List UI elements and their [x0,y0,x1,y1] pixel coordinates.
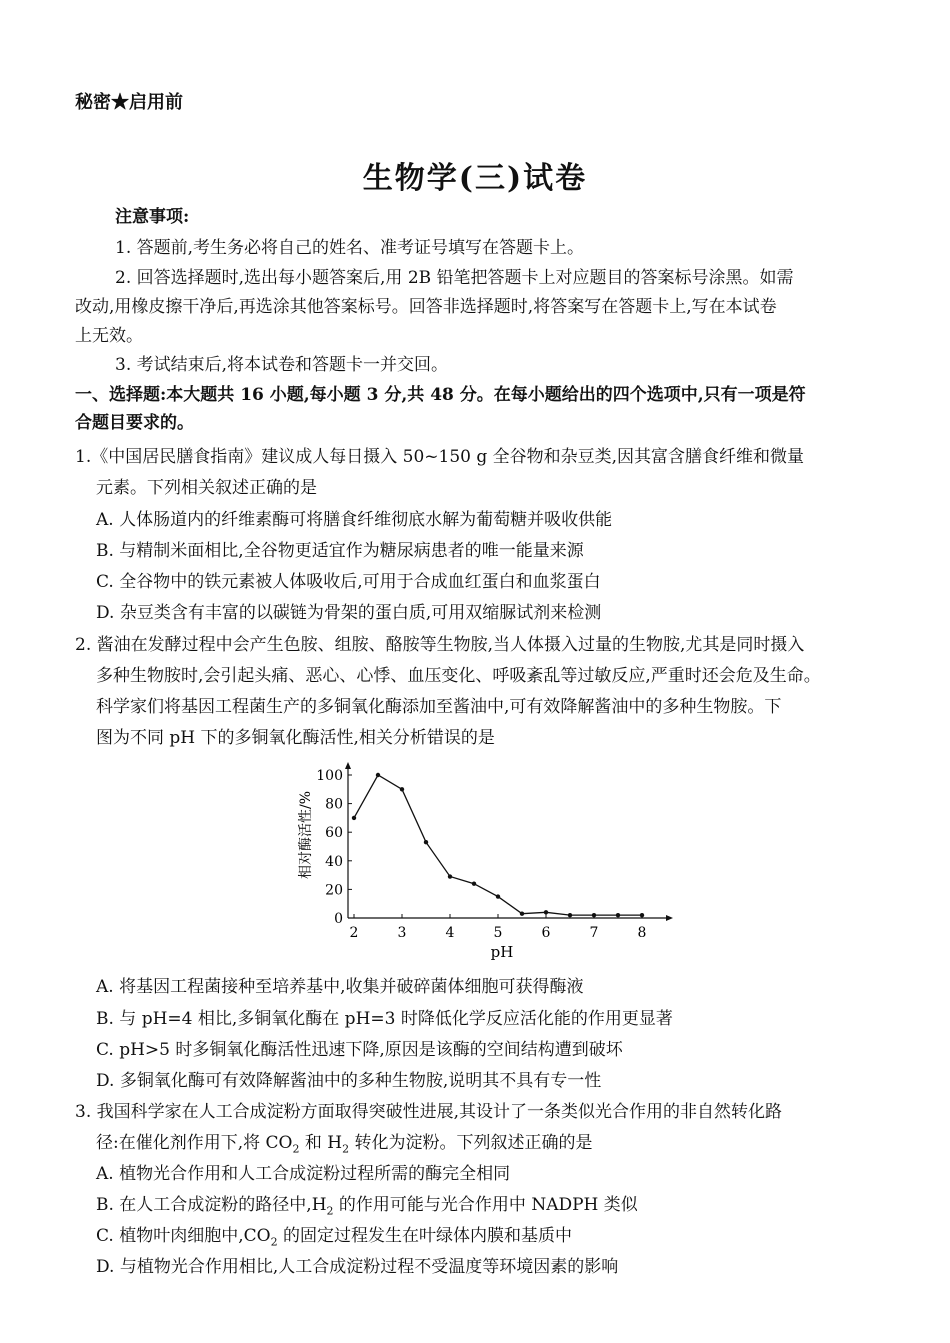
chart-x-tick-label: 8 [637,925,647,941]
chart-x-axis-label: pH [490,943,514,961]
notice-heading: 注意事项: [115,207,190,227]
chart-series-line [354,775,642,915]
chart-y-tick-label: 60 [325,825,343,842]
q3-optc-sub: 2 [270,1235,278,1249]
enzyme-activity-chart [290,755,680,970]
q1-option-b: B. 与精制米面相比,全谷物更适宜作为糖尿病患者的唯一能量来源 [96,541,584,561]
q2-stem-cont-2: 科学家们将基因工程菌生产的多铜氧化酶添加至酱油中,可有效降解酱油中的多种生物胺。下 [96,697,782,717]
q3-stem-text-c: 转化为淀粉。下列叙述正确的是 [349,1133,593,1153]
notice-item-1: 1. 答题前,考生务必将自己的姓名、准考证号填写在答题卡上。 [115,238,585,258]
chart-y-tick-label: 0 [334,911,343,927]
section-heading-cont: 合题目要求的。 [75,413,194,433]
q2-option-d: D. 多铜氧化酶可有效降解酱油中的多种生物胺,说明其不具有专一性 [96,1071,602,1091]
q1-option-a: A. 人体肠道内的纤维素酶可将膳食纤维彻底水解为葡萄糖并吸收供能 [96,510,613,530]
q3-option-a: A. 植物光合作用和人工合成淀粉过程所需的酶完全相同 [96,1164,511,1184]
q2-option-b: B. 与 pH=4 相比,多铜氧化酶在 pH=3 时降低化学反应活化能的作用更显著 [96,1009,673,1029]
page-title: 生物学(三)试卷 [362,161,588,196]
q3-option-d: D. 与植物光合作用相比,人工合成淀粉过程不受温度等环境因素的影响 [96,1257,619,1277]
chart-y-axis-arrow [345,762,351,769]
chart-data-point [592,913,596,917]
q3-stem: 3. 我国科学家在人工合成淀粉方面取得突破性进展,其设计了一条类似光合作用的非自然转化路 [75,1102,783,1122]
chart-y-tick-label: 100 [316,768,343,784]
q2-option-c: C. pH>5 时多铜氧化酶活性迅速下降,原因是该酶的空间结构遭到破坏 [96,1040,623,1060]
chart-data-point [544,910,548,914]
secret-label: 秘密★启用前 [75,92,183,113]
q3-optc-text-b: 的固定过程发生在叶绿体内膜和基质中 [277,1226,572,1246]
chart-y-tick-label: 40 [325,853,343,870]
q2-stem-cont-3: 图为不同 pH 下的多铜氧化酶活性,相关分析错误的是 [96,728,495,748]
chart-data-point [496,894,500,898]
q1-stem-cont: 元素。下列相关叙述正确的是 [96,478,317,498]
q3-optc-text-a: C. 植物叶肉细胞中,CO [96,1226,271,1246]
notice-item-3: 3. 考试结束后,将本试卷和答题卡一并交回。 [115,355,449,375]
q3-stem-text-a: 径:在催化剂作用下,将 CO [96,1133,293,1153]
chart-y-axis-label: 相对酶活性/% [298,790,314,880]
chart-y-tick-label: 20 [325,882,343,899]
q3-option-b [96,1190,638,1217]
chart-x-tick-label: 7 [589,925,599,941]
chart-data-point [520,912,524,916]
q3-optb-text-b: 的作用可能与光合作用中 NADPH 类似 [333,1195,638,1215]
section-heading: 一、选择题:本大题共 16 小题,每小题 3 分,共 48 分。在每小题给出的四个选项中,只有一项是符 [75,385,806,405]
chart-x-tick-label: 3 [397,925,407,941]
chart-x-tick-label: 6 [541,925,551,941]
chart-x-tick-label: 4 [445,925,455,941]
chart-x-tick-label: 2 [349,925,359,941]
chart-data-point [568,913,572,917]
chart-data-point [400,787,404,791]
q3-sub-2: 2 [342,1142,350,1156]
chart-data-point [352,816,356,820]
q1-option-c: C. 全谷物中的铁元素被人体吸收后,可用于合成血红蛋白和血浆蛋白 [96,572,601,592]
chart-data-point [424,840,428,844]
q2-option-a: A. 将基因工程菌接种至培养基中,收集并破碎菌体细胞可获得酶液 [96,977,584,997]
chart-data-point [640,913,644,917]
notice-item-2-end: 上无效。 [75,326,143,346]
q3-stem-cont [96,1128,593,1155]
notice-item-2: 2. 回答选择题时,选出每小题答案后,用 2B 铅笔把答题卡上对应题目的答案标号涂黑。如需 [115,268,794,288]
chart-x-tick-label: 5 [493,925,503,941]
q2-stem-cont-1: 多种生物胺时,会引起头痛、恶心、心悸、血压变化、呼吸紊乱等过敏反应,严重时还会危及生命。 [96,666,821,686]
chart-data-point [472,881,476,885]
q3-sub-1: 2 [292,1142,300,1156]
q1-stem: 1.《中国居民膳食指南》建议成人每日摄入 50~150 g 全谷物和杂豆类,因其富含膳食纤维和微量 [75,447,805,467]
chart-y-tick-label: 80 [325,796,343,813]
chart-data-point [616,913,620,917]
chart-x-axis-arrow [666,915,673,921]
q2-stem: 2. 酱油在发酵过程中会产生色胺、组胺、酪胺等生物胺,当人体摄入过量的生物胺,尤其是同时摄入 [75,635,805,655]
q3-stem-text-b: 和 H [299,1133,343,1153]
chart-data-point [376,773,380,777]
q1-option-d: D. 杂豆类含有丰富的以碳链为骨架的蛋白质,可用双缩脲试剂来检测 [96,603,602,623]
notice-item-2-cont: 改动,用橡皮擦干净后,再选涂其他答案标号。回答非选择题时,将答案写在答题卡上,写在本试卷 [75,297,777,317]
chart-data-point [448,874,452,878]
q3-optb-sub: 2 [326,1204,334,1218]
q3-optb-text-a: B. 在人工合成淀粉的路径中,H [96,1195,327,1215]
q3-option-c [96,1221,572,1248]
